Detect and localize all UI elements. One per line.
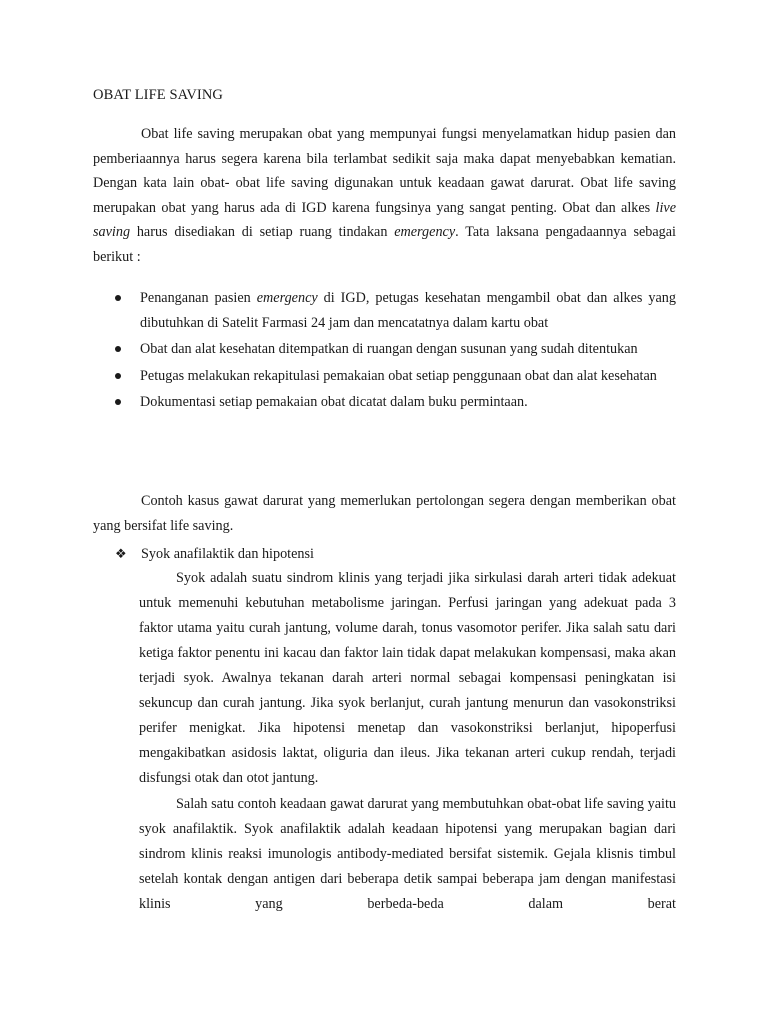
- diamond-bullet-icon: ❖: [115, 546, 127, 561]
- bullet-icon: [115, 399, 121, 405]
- bullet-icon: [115, 346, 121, 352]
- intro-text-1: Obat life saving merupakan obat yang mempunyai fungsi menyelamatkan hidup pasien dan pemberiaannya harus segera karena bila terlambat sedikit saja maka dapat menyebabkan kematian. Dengan kata lain obat- obat life saving digunakan untuk keadaan gawat darurat. Obat life saving merupakan obat yang harus ada di IGD karena fungsinya yang sangat penting. Obat dan alkes: [93, 126, 676, 216]
- document-title: OBAT LIFE SAVING: [93, 87, 223, 103]
- list-item: [93, 286, 676, 335]
- list-item-text: Penanganan pasien: [140, 290, 257, 306]
- example-intro-paragraph: Contoh kasus gawat darurat yang memerlukan pertolongan segera dengan memberikan obat yang bersifat life saving.: [93, 493, 676, 534]
- list-item-text-after: di IGD, petugas kesehatan mengambil obat dan alkes yang dibutuhkan di Satelit Farmasi 24 jam dan mencatatnya dalam kartu obat: [140, 290, 676, 331]
- procedure-list: [93, 286, 676, 417]
- bullet-icon: [115, 373, 121, 379]
- list-item: [93, 390, 676, 415]
- subsection-heading: [115, 542, 314, 566]
- list-item: [93, 364, 676, 389]
- subsection-title: Syok anafilaktik dan hipotensi: [141, 546, 314, 562]
- intro-italic-emergency: emergency: [394, 224, 456, 240]
- list-item-text: Dokumentasi setiap pemakaian obat dicatat dalam buku permintaan.: [140, 394, 528, 410]
- intro-italic-live-saving: live saving: [93, 199, 676, 240]
- shock-definition-paragraph: Syok adalah suatu sindrom klinis yang terjadi jika sirkulasi darah arteri tidak adekuat untuk memenuhi kebutuhan metabolisme jaringan. Perfusi jaringan yang adekuat pada 3 faktor utama yaitu curah jantung, volume darah, tonus vasomotor perifer. Jika salah satu dari ketiga faktor penentu ini kacau dan faktor lain tidak dapat melakukan kompensasi, maka akan terjadi syok. Awalnya tekanan darah arteri normal sebagai kompensasi peningkatan isi sekuncup dan curah jantung. Jika syok berlanjut, curah jantung menurun dan vasokonstriksi perifer menigkat. Jika hipotensi menetap dan vasokonstriksi berlanjut, hipoperfusi mengakibatkan asidosis laktat, oliguria dan ileus. Jika tekanan arteri cukup rendah, terjadi disfungsi otak dan otot jantung.: [139, 570, 676, 786]
- intro-text-3: . Tata laksana pengadaannya sebagai berikut :: [93, 224, 676, 265]
- list-item-text: Petugas melakukan rekapitulasi pemakaian obat setiap penggunaan obat dan alat kesehatan: [140, 367, 657, 384]
- list-item-italic: emergency: [256, 290, 318, 306]
- bullet-icon: [115, 295, 121, 301]
- anaphylactic-shock-paragraph: Salah satu contoh keadaan gawat darurat yang membutuhkan obat-obat life saving yaitu syok anafilaktik. Syok anafilaktik adalah keadaan hipotensi yang merupakan bagian dari sindrom klinis reaksi imunologis antibody-mediated bersifat sistemik. Gejala klisnis timbul setelah kontak dengan antigen dari beberapa detik sampai beberapa jam dengan manifestasi klinis yang berbeda-beda dalam berat: [139, 796, 676, 912]
- intro-text-2: harus disediakan di setiap ruang tindakan: [130, 224, 395, 240]
- intro-paragraph: [93, 122, 676, 269]
- list-item: [93, 337, 676, 362]
- list-item-text: Obat dan alat kesehatan ditempatkan di ruangan dengan susunan yang sudah ditentukan: [140, 341, 638, 357]
